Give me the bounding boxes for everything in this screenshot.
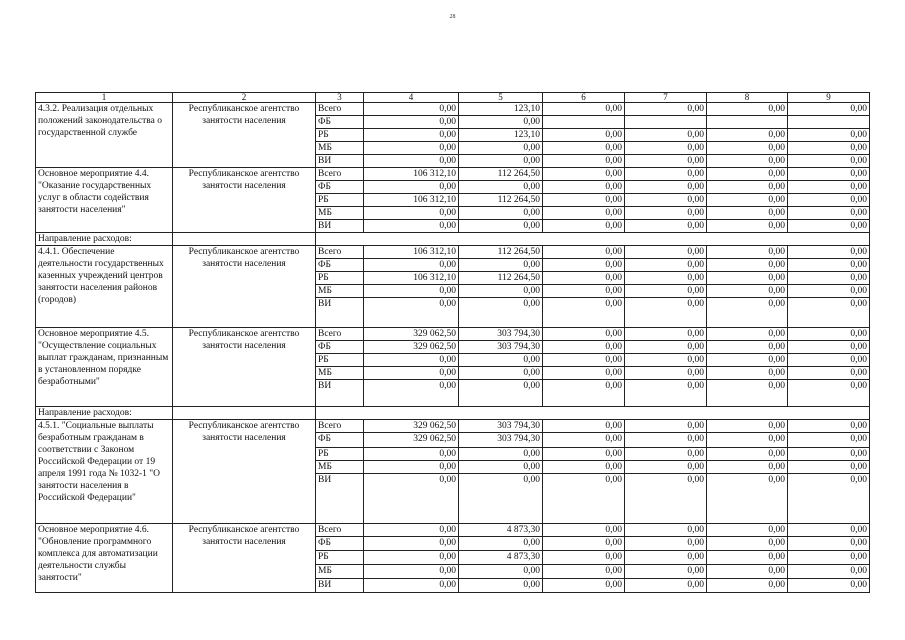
amount-cell: 0,00 [788, 259, 870, 272]
amount-cell: 0,00 [625, 181, 707, 194]
table-row [36, 524, 870, 537]
amount-cell: 0,00 [625, 285, 707, 298]
amount-cell: 106 312,10 [364, 272, 459, 285]
direction-label: Направление расходов: [36, 407, 173, 420]
amount-cell: 0,00 [543, 103, 625, 116]
direction-label: Направление расходов: [36, 233, 173, 246]
amount-cell: 0,00 [459, 380, 543, 407]
amount-cell: 0,00 [459, 474, 543, 524]
amount-cell: 0,00 [788, 168, 870, 181]
funding-source-label: Всего [316, 103, 364, 116]
column-number: 9 [788, 93, 870, 103]
amount-cell: 0,00 [625, 579, 707, 593]
amount-cell: 0,00 [625, 354, 707, 367]
amount-cell: 0,00 [364, 181, 459, 194]
amount-cell: 303 794,30 [459, 420, 543, 433]
funding-source-label: МБ [316, 285, 364, 298]
funding-source-label: ВИ [316, 474, 364, 524]
amount-cell: 0,00 [788, 537, 870, 551]
amount-cell: 0,00 [625, 433, 707, 448]
activity-name: 4.5.1. "Социальные выплаты безработным гражданам в соответствии с Законом Российской Федерации от 19 апреля 1991 года № 1032-1 "О занятости населения в Российской Федерации" [36, 420, 173, 524]
amount-cell: 0,00 [788, 220, 870, 233]
amount-cell: 0,00 [707, 285, 788, 298]
amount-cell: 0,00 [625, 524, 707, 537]
amount-cell: 0,00 [788, 285, 870, 298]
amount-cell: 0,00 [364, 142, 459, 155]
funding-source-label: ФБ [316, 181, 364, 194]
activity-name: Основное мероприятие 4.6. "Обновление программного комплекса для автоматизации деятельности службы занятости" [36, 524, 173, 593]
amount-cell: 0,00 [625, 194, 707, 207]
amount-cell: 0,00 [364, 103, 459, 116]
amount-cell: 0,00 [625, 537, 707, 551]
amount-cell: 0,00 [364, 259, 459, 272]
amount-cell: 0,00 [625, 341, 707, 354]
amount-cell: 0,00 [543, 524, 625, 537]
amount-cell: 0,00 [788, 433, 870, 448]
amount-cell: 0,00 [625, 207, 707, 220]
funding-source-label: РБ [316, 354, 364, 367]
amount-cell: 0,00 [625, 272, 707, 285]
amount-cell: 0,00 [543, 194, 625, 207]
amount-cell: 0,00 [625, 129, 707, 142]
page-number: 28 [449, 14, 456, 20]
amount-cell: 112 264,50 [459, 246, 543, 259]
amount-cell: 0,00 [543, 551, 625, 565]
amount-cell: 0,00 [788, 448, 870, 461]
amount-cell: 0,00 [707, 142, 788, 155]
amount-cell: 0,00 [364, 565, 459, 579]
amount-cell: 0,00 [364, 537, 459, 551]
amount-cell: 0,00 [543, 272, 625, 285]
amount-cell: 0,00 [459, 298, 543, 328]
amount-cell: 0,00 [459, 367, 543, 380]
amount-cell: 0,00 [459, 579, 543, 593]
amount-cell: 0,00 [459, 537, 543, 551]
amount-cell: 0,00 [707, 220, 788, 233]
amount-cell: 0,00 [459, 285, 543, 298]
amount-cell: 0,00 [707, 461, 788, 474]
amount-cell: 0,00 [543, 380, 625, 407]
amount-cell: 0,00 [707, 474, 788, 524]
table-row [36, 328, 870, 341]
amount-cell: 0,00 [543, 474, 625, 524]
amount-cell: 0,00 [459, 155, 543, 168]
amount-cell: 106 312,10 [364, 246, 459, 259]
amount-cell: 0,00 [543, 168, 625, 181]
budget-table [35, 92, 870, 593]
amount-cell: 0,00 [364, 367, 459, 380]
amount-cell: 0,00 [543, 565, 625, 579]
amount-cell: 0,00 [543, 461, 625, 474]
amount-cell: 0,00 [788, 103, 870, 116]
amount-cell: 0,00 [543, 220, 625, 233]
funding-source-label: ВИ [316, 380, 364, 407]
amount-cell: 0,00 [364, 220, 459, 233]
funding-source-label: РБ [316, 129, 364, 142]
funding-source-label: Всего [316, 168, 364, 181]
amount-cell: 0,00 [459, 461, 543, 474]
amount-cell: 0,00 [459, 207, 543, 220]
amount-cell: 0,00 [364, 354, 459, 367]
funding-source-label: Всего [316, 328, 364, 341]
amount-cell: 303 794,30 [459, 433, 543, 448]
amount-cell: 0,00 [625, 155, 707, 168]
funding-source-label: ВИ [316, 155, 364, 168]
activity-name: Основное мероприятие 4.4. "Оказание государственных услуг в области содействия занятости населения" [36, 168, 173, 233]
amount-cell: 0,00 [788, 328, 870, 341]
amount-cell: 0,00 [707, 103, 788, 116]
amount-cell: 0,00 [707, 565, 788, 579]
amount-cell: 0,00 [707, 537, 788, 551]
amount-cell: 0,00 [707, 181, 788, 194]
amount-cell: 0,00 [707, 367, 788, 380]
amount-cell: 0,00 [364, 298, 459, 328]
amount-cell: 0,00 [625, 246, 707, 259]
amount-cell: 0,00 [788, 420, 870, 433]
amount-cell: 0,00 [788, 579, 870, 593]
amount-cell: 0,00 [707, 448, 788, 461]
direction-row [36, 407, 870, 420]
column-number: 7 [625, 93, 707, 103]
amount-cell: 0,00 [459, 181, 543, 194]
amount-cell: 0,00 [707, 579, 788, 593]
amount-cell: 0,00 [625, 367, 707, 380]
responsible-agency: Республиканское агентство занятости населения [173, 168, 316, 233]
amount-cell: 329 062,50 [364, 328, 459, 341]
funding-source-label: ФБ [316, 433, 364, 448]
amount-cell: 0,00 [543, 155, 625, 168]
amount-cell: 0,00 [543, 341, 625, 354]
funding-source-label: РБ [316, 194, 364, 207]
amount-cell: 329 062,50 [364, 420, 459, 433]
activity-name: 4.3.2. Реализация отдельных положений законодательства о государственной службе [36, 103, 173, 168]
amount-cell: 0,00 [707, 246, 788, 259]
empty-cell [173, 407, 316, 420]
amount-cell: 4 873,30 [459, 524, 543, 537]
amount-cell: 0,00 [788, 551, 870, 565]
amount-cell: 0,00 [625, 551, 707, 565]
activity-name: 4.4.1. Обеспечение деятельности государственных казенных учреждений центров занятости населения районов (городов) [36, 246, 173, 328]
direction-row [36, 233, 870, 246]
responsible-agency: Республиканское агентство занятости населения [173, 420, 316, 524]
funding-source-label: МБ [316, 461, 364, 474]
amount-cell: 0,00 [707, 194, 788, 207]
column-number: 3 [316, 93, 364, 103]
amount-cell: 4 873,30 [459, 551, 543, 565]
amount-cell: 0,00 [543, 285, 625, 298]
amount-cell: 0,00 [364, 461, 459, 474]
amount-cell: 0,00 [788, 142, 870, 155]
amount-cell: 0,00 [788, 246, 870, 259]
amount-cell: 0,00 [543, 367, 625, 380]
funding-source-label: МБ [316, 565, 364, 579]
funding-source-label: МБ [316, 207, 364, 220]
amount-cell [707, 116, 788, 129]
amount-cell: 0,00 [707, 207, 788, 220]
amount-cell: 0,00 [788, 155, 870, 168]
amount-cell: 0,00 [364, 116, 459, 129]
amount-cell: 0,00 [788, 194, 870, 207]
amount-cell: 0,00 [543, 142, 625, 155]
table-row [36, 246, 870, 259]
amount-cell: 0,00 [625, 168, 707, 181]
amount-cell [543, 116, 625, 129]
amount-cell: 106 312,10 [364, 168, 459, 181]
amount-cell: 0,00 [543, 129, 625, 142]
amount-cell [625, 116, 707, 129]
empty-cell [316, 407, 870, 420]
amount-cell: 0,00 [625, 298, 707, 328]
activity-name: Основное мероприятие 4.5. "Осуществление социальных выплат гражданам, признанным в установленном порядке безработными" [36, 328, 173, 407]
amount-cell: 0,00 [707, 341, 788, 354]
amount-cell: 0,00 [364, 155, 459, 168]
amount-cell: 0,00 [364, 579, 459, 593]
amount-cell: 0,00 [364, 207, 459, 220]
amount-cell: 0,00 [788, 272, 870, 285]
responsible-agency: Республиканское агентство занятости населения [173, 246, 316, 328]
column-number: 8 [707, 93, 788, 103]
amount-cell: 0,00 [459, 220, 543, 233]
amount-cell: 0,00 [788, 354, 870, 367]
amount-cell: 0,00 [543, 181, 625, 194]
amount-cell: 0,00 [788, 461, 870, 474]
column-number: 2 [173, 93, 316, 103]
amount-cell [788, 116, 870, 129]
amount-cell: 0,00 [543, 259, 625, 272]
amount-cell: 0,00 [364, 285, 459, 298]
amount-cell: 0,00 [707, 380, 788, 407]
amount-cell: 0,00 [625, 448, 707, 461]
column-number-row [36, 93, 870, 103]
amount-cell: 0,00 [364, 448, 459, 461]
table-body [36, 93, 870, 593]
amount-cell: 0,00 [788, 565, 870, 579]
funding-source-label: ВИ [316, 579, 364, 593]
amount-cell: 0,00 [625, 259, 707, 272]
amount-cell: 0,00 [788, 524, 870, 537]
amount-cell: 0,00 [625, 565, 707, 579]
amount-cell: 0,00 [543, 354, 625, 367]
amount-cell: 112 264,50 [459, 194, 543, 207]
amount-cell: 0,00 [459, 354, 543, 367]
amount-cell: 0,00 [364, 129, 459, 142]
funding-source-label: РБ [316, 551, 364, 565]
amount-cell: 0,00 [707, 259, 788, 272]
amount-cell: 0,00 [707, 272, 788, 285]
amount-cell: 0,00 [543, 448, 625, 461]
column-number: 4 [364, 93, 459, 103]
amount-cell: 0,00 [788, 367, 870, 380]
column-number: 5 [459, 93, 543, 103]
responsible-agency: Республиканское агентство занятости населения [173, 328, 316, 407]
responsible-agency: Республиканское агентство занятости населения [173, 103, 316, 168]
funding-source-label: Всего [316, 246, 364, 259]
funding-source-label: ВИ [316, 220, 364, 233]
funding-source-label: ФБ [316, 537, 364, 551]
amount-cell: 0,00 [543, 298, 625, 328]
amount-cell: 0,00 [459, 142, 543, 155]
amount-cell: 0,00 [707, 168, 788, 181]
amount-cell: 123,10 [459, 129, 543, 142]
table-row [36, 103, 870, 116]
funding-source-label: ФБ [316, 116, 364, 129]
funding-source-label: Всего [316, 524, 364, 537]
amount-cell: 112 264,50 [459, 272, 543, 285]
amount-cell: 0,00 [707, 420, 788, 433]
amount-cell: 0,00 [707, 298, 788, 328]
amount-cell: 0,00 [625, 474, 707, 524]
amount-cell: 0,00 [707, 551, 788, 565]
amount-cell: 0,00 [364, 474, 459, 524]
amount-cell: 0,00 [543, 420, 625, 433]
amount-cell: 123,10 [459, 103, 543, 116]
amount-cell: 0,00 [625, 220, 707, 233]
funding-source-label: ФБ [316, 341, 364, 354]
amount-cell: 0,00 [707, 354, 788, 367]
column-number: 6 [543, 93, 625, 103]
empty-cell [316, 233, 870, 246]
amount-cell: 0,00 [459, 448, 543, 461]
amount-cell: 0,00 [625, 461, 707, 474]
amount-cell: 0,00 [625, 103, 707, 116]
amount-cell: 0,00 [788, 380, 870, 407]
table-row [36, 420, 870, 433]
funding-source-label: МБ [316, 367, 364, 380]
amount-cell: 0,00 [459, 116, 543, 129]
column-number: 1 [36, 93, 173, 103]
amount-cell: 0,00 [364, 524, 459, 537]
amount-cell: 106 312,10 [364, 194, 459, 207]
amount-cell: 0,00 [707, 155, 788, 168]
funding-source-label: Всего [316, 420, 364, 433]
funding-source-label: ФБ [316, 259, 364, 272]
amount-cell: 0,00 [707, 328, 788, 341]
responsible-agency: Республиканское агентство занятости населения [173, 524, 316, 593]
amount-cell: 0,00 [788, 129, 870, 142]
amount-cell: 0,00 [788, 181, 870, 194]
amount-cell: 0,00 [543, 537, 625, 551]
funding-source-label: РБ [316, 448, 364, 461]
amount-cell: 0,00 [364, 551, 459, 565]
amount-cell: 112 264,50 [459, 168, 543, 181]
amount-cell: 0,00 [788, 474, 870, 524]
amount-cell: 0,00 [543, 579, 625, 593]
funding-source-label: ВИ [316, 298, 364, 328]
amount-cell: 0,00 [543, 207, 625, 220]
amount-cell: 0,00 [543, 328, 625, 341]
amount-cell: 0,00 [543, 433, 625, 448]
amount-cell: 0,00 [625, 380, 707, 407]
funding-source-label: РБ [316, 272, 364, 285]
amount-cell: 0,00 [707, 129, 788, 142]
amount-cell: 0,00 [625, 142, 707, 155]
amount-cell: 329 062,50 [364, 433, 459, 448]
amount-cell: 0,00 [707, 433, 788, 448]
amount-cell: 303 794,30 [459, 328, 543, 341]
amount-cell: 0,00 [788, 341, 870, 354]
amount-cell: 0,00 [788, 298, 870, 328]
amount-cell: 0,00 [459, 259, 543, 272]
amount-cell: 0,00 [625, 420, 707, 433]
amount-cell: 0,00 [788, 207, 870, 220]
amount-cell: 303 794,30 [459, 341, 543, 354]
empty-cell [173, 233, 316, 246]
amount-cell: 329 062,50 [364, 341, 459, 354]
amount-cell: 0,00 [543, 246, 625, 259]
table-row [36, 168, 870, 181]
amount-cell: 0,00 [364, 380, 459, 407]
amount-cell: 0,00 [707, 524, 788, 537]
amount-cell: 0,00 [625, 328, 707, 341]
amount-cell: 0,00 [459, 565, 543, 579]
funding-source-label: МБ [316, 142, 364, 155]
